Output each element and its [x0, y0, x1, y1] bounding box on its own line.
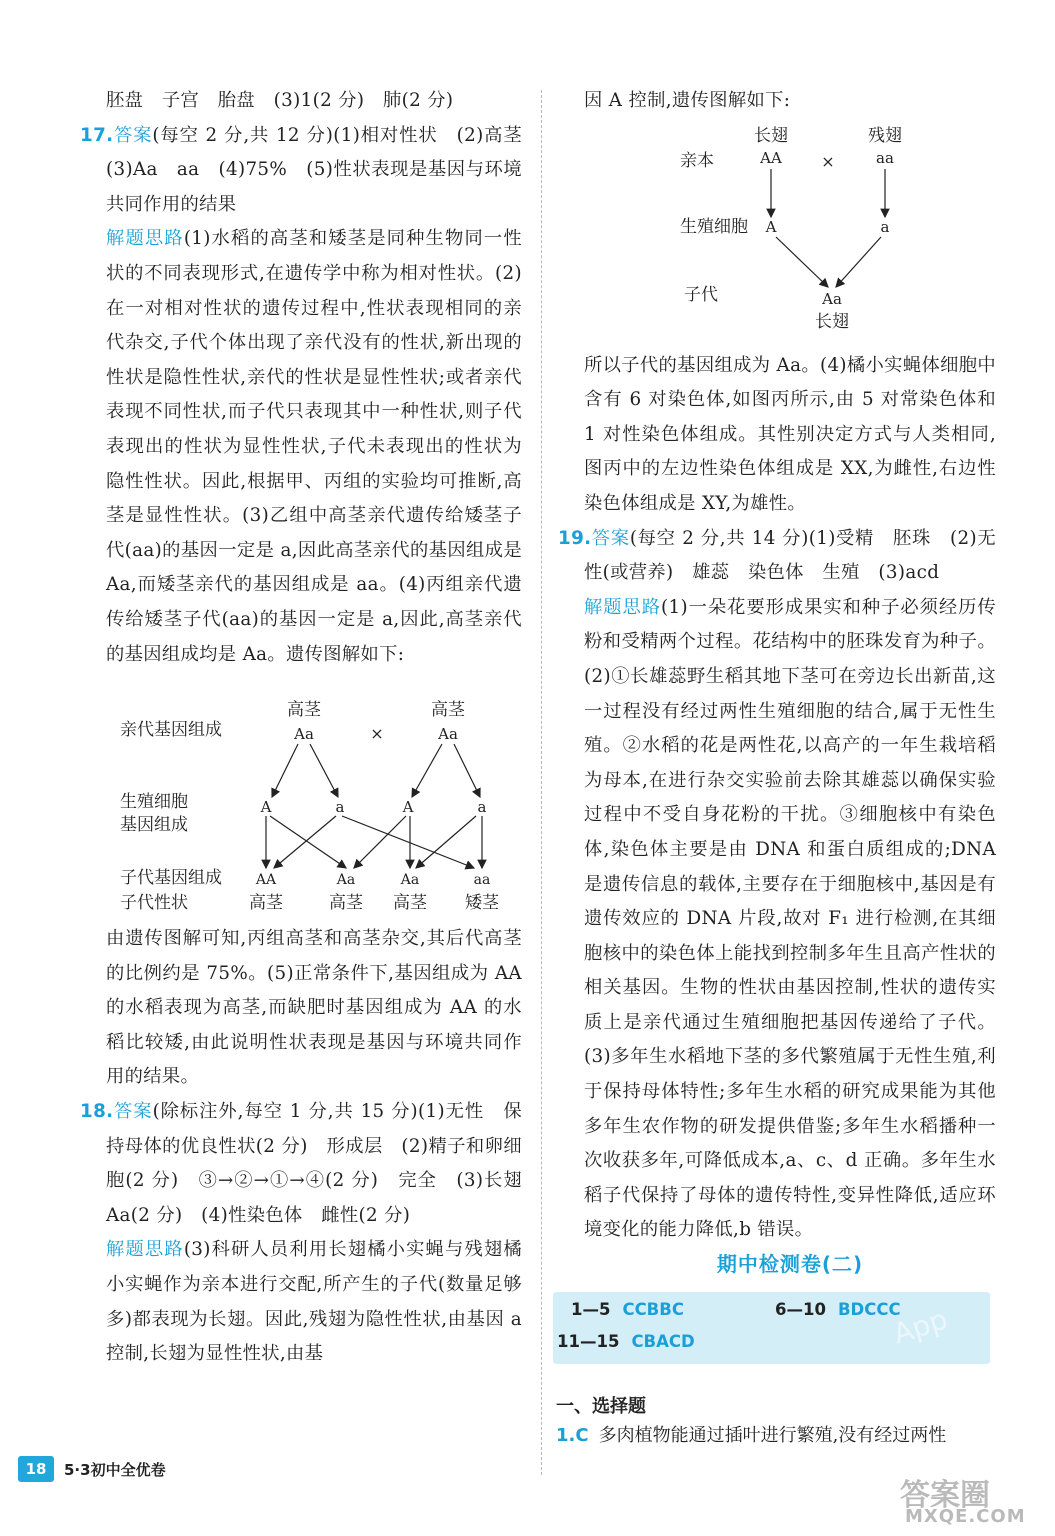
gamete-3: A	[402, 798, 414, 817]
gamete-label: 生殖细胞	[680, 216, 748, 237]
watermark-faint: App	[889, 1302, 952, 1351]
q19-explanation-text: (1)一朵花要形成果实和种子必须经历传粉和受精两个过程。花结构中的胚珠发育为种子。(2)①长雄蕊野生稻其地下茎可在旁边长出新苗,这一过程没有经过两性生殖细胞的结合,属于无性生殖。②水稻的花是两性花,以高产的一年生栽培稻为母本,在进行杂交实验前去除其雄蕊以确保实验过程中不受自身花粉的干扰。③细胞核中有染色体,染色体主要是由 DNA 和蛋白质组成的;DNA 是遗传信息的载体,主要存在于细胞核中,基因是有遗传效应的 DNA 片段,故对 F₁ 进行检测,在其细胞核中的染色体上能找到控制多年生且高产性状的相关基因。生物的性状由基因控制,性状的遗传实质上是亲代通过生殖细胞把基因传递给了子代。(3)多年生水稻地下茎的多代繁殖属于无性生殖,利于保持母体特性;多年生水稻的研究成果能为其他多年生农作物的研发提供借鉴;多年生水稻播种一次收获多年,可降低成本,a、c、d 正确。多年生水稻子代保持了母体的遗传特性,变异性降低,适应环境变化的能力降低,b 错误。	[584, 596, 996, 1241]
page-footer	[18, 1456, 166, 1482]
child1-trait: 高茎	[249, 893, 283, 913]
q16-tail: 胚盘 子宫 胎盘 (3)1(2 分) 肺(2 分)	[106, 90, 454, 111]
child-genotype-label: 子代基因组成	[120, 868, 222, 889]
watermark-url: MXQE.COM	[905, 1506, 1026, 1527]
q18-continuation: 因 A 控制,遗传图解如下:	[584, 90, 791, 111]
answer-tag: 答案	[113, 1101, 153, 1123]
think-tag: 解题思路	[106, 1239, 184, 1261]
cross-symbol: ×	[821, 151, 835, 171]
q1-text: 多肉植物能通过插叶进行繁殖,没有经过两性	[598, 1425, 947, 1446]
genetic-diagram-wings	[584, 119, 996, 349]
parent2-trait: 高茎	[431, 700, 465, 721]
gamete-2: a	[335, 798, 345, 817]
q19-number: 19.	[558, 527, 592, 549]
q17-number: 17.	[80, 124, 114, 146]
child1-genotype: AA	[255, 872, 277, 889]
key-answers: BDCCC	[837, 1300, 901, 1319]
child-genotype: Aa	[822, 289, 842, 308]
parent1-trait: 长翅	[754, 125, 788, 146]
left-column	[80, 84, 541, 1372]
section-title: 期中检测卷(二)	[716, 1252, 864, 1276]
think-tag: 解题思路	[584, 596, 662, 618]
q17-explanation	[106, 222, 522, 672]
gamete-2: a	[880, 217, 890, 236]
q18-number: 18.	[80, 1101, 114, 1123]
parent1-trait: 高茎	[287, 700, 321, 721]
key-range: 1—5	[571, 1300, 611, 1319]
answer-tag: 答案	[113, 124, 153, 146]
q1-number: 1.C	[556, 1425, 589, 1446]
gamete-1: A	[260, 798, 272, 817]
q18-explanation	[106, 1233, 522, 1371]
book-brand: 5·3初中全优卷	[64, 1461, 166, 1479]
q18-answer	[80, 1095, 541, 1233]
section-heading: 一、选择题	[556, 1396, 646, 1417]
q18-answer-text: (除标注外,每空 1 分,共 15 分)(1)无性 保持母体的优良性状(2 分) 形成层 (2)精子和卵细胞(2 分) ③→②→①→④(2 分) 完全 (3)长翅 Aa(2 分) (4)性染色体 雌性(2 分)	[106, 1101, 541, 1226]
gamete-1: A	[765, 217, 777, 236]
q17-answer-text: (每空 2 分,共 12 分)(1)相对性状 (2)高茎 (3)Aa aa (4)75% (5)性状表现是基因与环境共同作用的结果	[106, 124, 541, 215]
child-trait: 长翅	[815, 311, 849, 332]
child-trait-label: 子代性状	[120, 893, 188, 913]
parent1-genotype: AA	[760, 148, 782, 167]
answer-key-row	[557, 1332, 695, 1351]
q19-answer-text: (每空 2 分,共 14 分)(1)受精 胚珠 (2)无性(或营养) 雄蕊 染色体 生殖 (3)acd	[584, 527, 996, 584]
answer-key-row	[571, 1300, 684, 1319]
child3-genotype: Aa	[400, 872, 420, 889]
answer-tag: 答案	[591, 527, 630, 549]
child4-trait: 矮茎	[465, 893, 499, 913]
child2-trait: 高茎	[329, 893, 363, 913]
watermark-logo: 答案圈	[900, 1478, 990, 1513]
q17-answer	[80, 119, 541, 223]
answer-key-box	[553, 1292, 990, 1364]
parent2-trait: 残翅	[868, 125, 902, 146]
child-label: 子代	[684, 284, 718, 305]
parent2-genotype: aa	[876, 148, 894, 167]
column-divider	[541, 90, 542, 1475]
q1-answer	[556, 1421, 996, 1451]
parent1-genotype: Aa	[294, 725, 314, 744]
gamete-label-line1: 生殖细胞	[120, 792, 188, 813]
q17-explanation-text: (1)水稻的高茎和矮茎是同种生物同一性状的不同表现形式,在遗传学中称为相对性状。(2)在一对相对性状的遗传过程中,性状表现相同的亲代杂交,子代个体出现了亲代没有的性状,新出现的性状是隐性性状,亲代的性状是显性性状;或者亲代表现不同性状,而子代只表现其中一种性状,则子代表现出的性状为显性性状,子代未表现出的性状为隐性性状。因此,根据甲、丙组的实验均可推断,高茎是显性性状。(3)乙组中高茎亲代遗传给矮茎子代(aa)的基因一定是 a,因此高茎亲代的基因组成是 Aa,而矮茎亲代的基因组成是 aa。(4)丙组亲代遗传给矮茎子代(aa)的基因一定是 a,因此,高茎亲代的基因组成均是 Aa。遗传图解如下:	[106, 228, 522, 665]
child2-genotype: Aa	[336, 872, 356, 889]
q17-conclusion: 由遗传图解可知,丙组高茎和高茎杂交,其后代高茎的比例约是 75%。(5)正常条件下,基因组成为 AA 的水稻表现为高茎,而缺肥时基因组成为 AA 的水稻比较矮,由此说明性状表现是基因与环境共同作用的结果。	[106, 928, 522, 1088]
genetic-diagram-stems	[106, 672, 522, 912]
q19-explanation	[584, 591, 996, 1248]
child4-genotype: aa	[473, 872, 491, 889]
parent-genotype-label: 亲代基因组成	[120, 720, 222, 741]
gamete-4: a	[477, 798, 487, 817]
parent2-genotype: Aa	[438, 725, 458, 744]
q18-conclusion: 所以子代的基因组成为 Aa。(4)橘小实蝇体细胞中含有 6 对染色体,如图丙所示,由 5 对常染色体和 1 对性染色体组成。其性别决定方式与人类相同,图丙中的左边性染色体组成是 XX,为雌性,右边性染色体组成是 XY,为雄性。	[584, 354, 996, 514]
cross-symbol: ×	[370, 724, 384, 744]
page-number: 18	[18, 1456, 54, 1482]
child3-trait: 高茎	[393, 893, 427, 913]
gamete-label-line2: 基因组成	[120, 815, 188, 836]
answer-key-row	[775, 1300, 901, 1319]
key-range: 6—10	[775, 1300, 826, 1319]
q18-explanation-text: (3)科研人员利用长翅橘小实蝇与残翅橘小实蝇作为亲本进行交配,所产生的子代(数量足够多)都表现为长翅。因此,残翅为隐性性状,由基因 a 控制,长翅为显性性状,由基	[106, 1239, 522, 1365]
q19-answer	[558, 522, 996, 591]
right-column	[558, 84, 996, 1248]
key-answers: CCBBC	[622, 1300, 684, 1319]
parent-label: 亲本	[680, 150, 714, 171]
key-range: 11—15	[557, 1332, 620, 1351]
think-tag: 解题思路	[106, 228, 184, 250]
key-answers: CBACD	[631, 1332, 695, 1351]
